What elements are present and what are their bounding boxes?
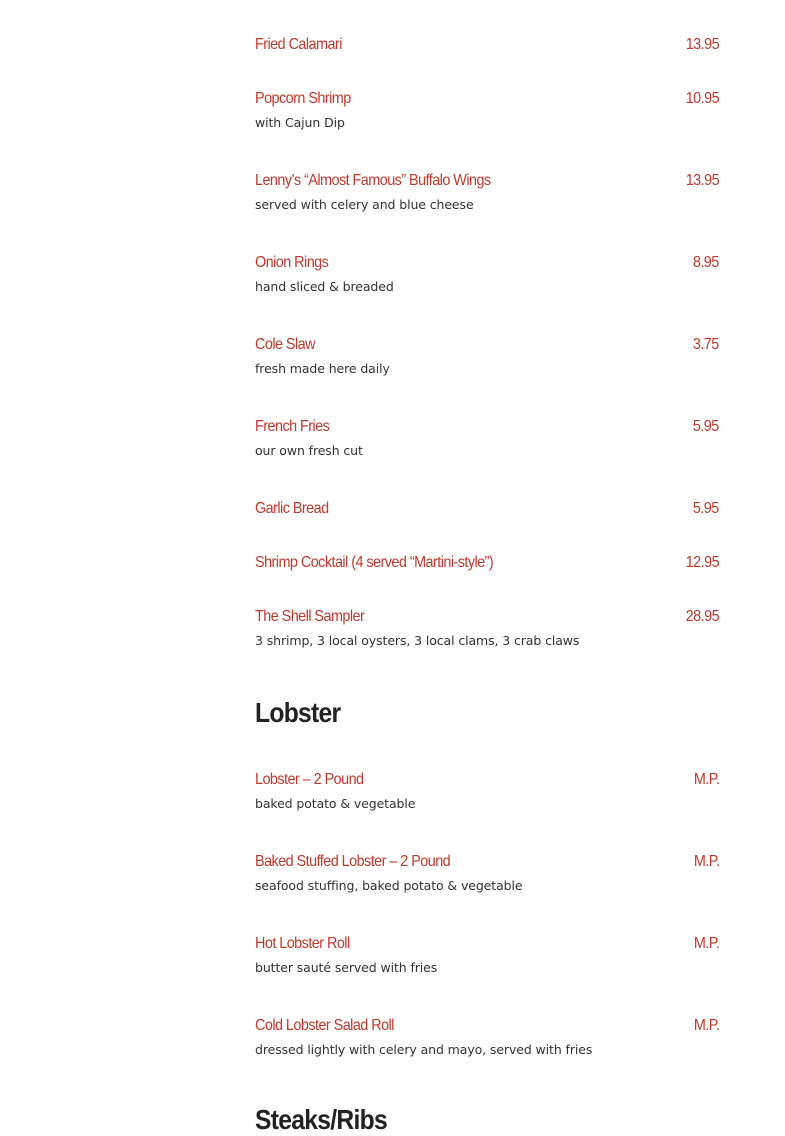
item-name: Fried Calamari — [255, 36, 342, 53]
item-name: Lenny’s “Almost Famous” Buffalo Wings — [255, 172, 491, 189]
menu-item — [255, 853, 719, 893]
item-price: 10.95 — [685, 90, 719, 107]
item-name: Lobster – 2 Pound — [255, 771, 364, 788]
item-price: 5.95 — [693, 418, 719, 435]
menu-item — [255, 935, 719, 975]
item-name: French Fries — [255, 418, 330, 435]
item-price: 5.95 — [693, 500, 719, 517]
item-description: fresh made here daily — [255, 361, 390, 376]
item-price: 28.95 — [685, 608, 719, 625]
item-name: The Shell Sampler — [255, 608, 365, 625]
item-description: seafood stuffing, baked potato & vegetable — [255, 878, 523, 893]
item-name: Popcorn Shrimp — [255, 90, 351, 107]
item-price: 13.95 — [685, 36, 719, 53]
item-price: M.P. — [693, 1017, 719, 1034]
item-description: 3 shrimp, 3 local oysters, 3 local clams, 3 crab claws — [255, 633, 580, 648]
item-name: Garlic Bread — [255, 500, 329, 517]
item-name: Onion Rings — [255, 254, 329, 271]
item-name: Shrimp Cocktail (4 served “Martini-style”) — [255, 554, 494, 571]
item-description: hand sliced & breaded — [255, 279, 394, 294]
item-price: M.P. — [693, 771, 719, 788]
item-name: Cole Slaw — [255, 336, 315, 353]
menu-item — [255, 554, 719, 572]
section-heading-steaks-ribs: Steaks/Ribs — [255, 1104, 387, 1135]
item-price: 12.95 — [685, 554, 719, 571]
menu-item — [255, 36, 719, 54]
menu-item — [255, 1017, 719, 1057]
menu-item — [255, 254, 719, 294]
item-price: 3.75 — [693, 336, 719, 353]
menu-item — [255, 608, 719, 648]
menu-item — [255, 771, 719, 811]
menu-item — [255, 500, 719, 518]
section-heading-lobster: Lobster — [255, 697, 341, 728]
item-name: Cold Lobster Salad Roll — [255, 1017, 394, 1034]
item-description: dressed lightly with celery and mayo, served with fries — [255, 1042, 593, 1057]
item-price: 13.95 — [685, 172, 719, 189]
item-description: our own fresh cut — [255, 443, 363, 458]
item-name: Baked Stuffed Lobster – 2 Pound — [255, 853, 451, 870]
item-name: Hot Lobster Roll — [255, 935, 350, 952]
item-description: baked potato & vegetable — [255, 796, 416, 811]
menu-item — [255, 418, 719, 458]
menu-item — [255, 336, 719, 376]
menu-item — [255, 172, 719, 212]
item-price: M.P. — [693, 853, 719, 870]
item-price: M.P. — [693, 935, 719, 952]
item-description: butter sauté served with fries — [255, 960, 438, 975]
menu-item — [255, 90, 719, 130]
item-price: 8.95 — [693, 254, 719, 271]
item-description: served with celery and blue cheese — [255, 197, 474, 212]
item-description: with Cajun Dip — [255, 115, 345, 130]
